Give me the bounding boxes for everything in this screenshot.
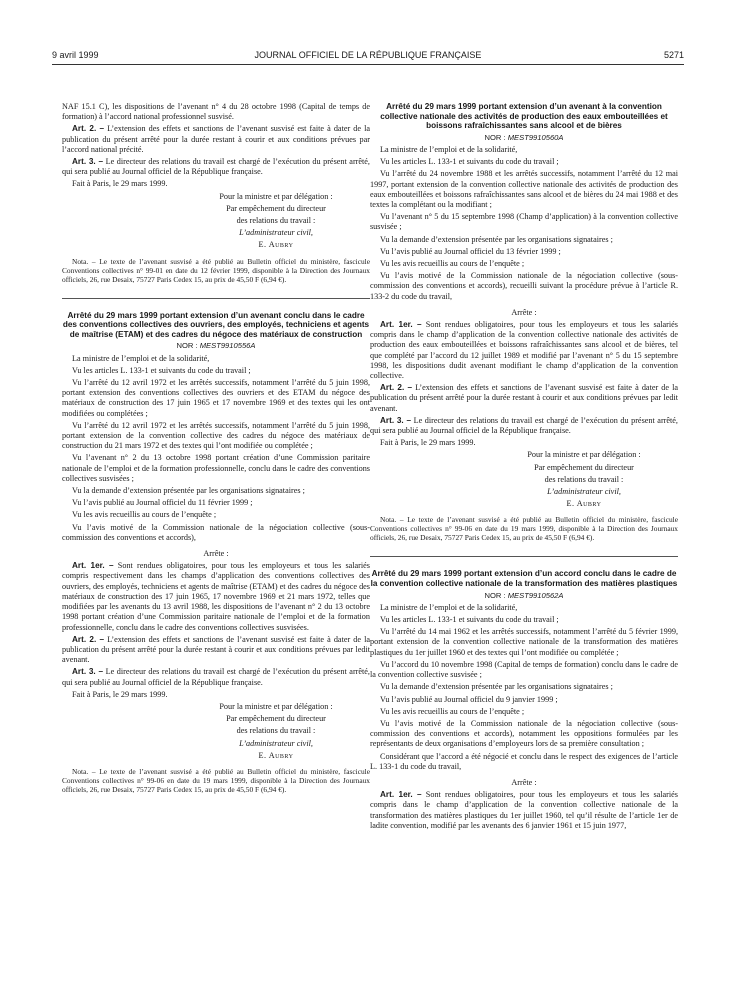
article-label: Art. 3. – — [72, 157, 104, 167]
article-text: Sont rendues obligatoires, pour tous les employeurs et tous les salariés compris dans le champ d’application de la convention collective nationale des activités de production des eaux embouteillées et boissons rafraîchissantes sans alcool et de bières, tel que complété par l’accord du 12 juillet 1989 et modifié par l’avenant n° 5 du 15 septembre 1998, les dispositions dudit avenant modifiant le champ d’application de la convention collective. — [370, 320, 678, 381]
signature-line — [182, 228, 370, 238]
paragraph: Vu la demande d’extension présentée par les organisations signataires ; — [380, 682, 613, 692]
article-label: Art. 1er. – — [380, 320, 422, 330]
article-2 — [62, 124, 370, 155]
article-label: Art. 2. – — [380, 383, 413, 393]
signature-name: E. Aubry — [258, 240, 294, 250]
separator — [370, 556, 678, 557]
paragraph: Vu l’avis publié au Journal officiel du 11 février 1999 ; — [72, 498, 253, 508]
signature-name: E. Aubry — [258, 750, 294, 760]
nor-code: MEST9910560A — [507, 132, 564, 142]
nor-label: NOR : — [176, 341, 200, 351]
paragraph: NAF 15.1 C), les dispositions de l’avenant n° 4 du 28 octobre 1998 (Capital de temps de formation) à l’accord national professionnel susvisé. — [62, 102, 370, 122]
article-text: Le directeur des relations du travail est chargé de l’exécution du présent arrêté, qui sera publié au Journal officiel de la République française. — [62, 157, 370, 177]
article-3 — [62, 157, 370, 177]
article-label: Art. 1er. – — [72, 561, 114, 571]
fait-a-paris: Fait à Paris, le 29 mars 1999. — [72, 689, 168, 699]
paragraph: Vu la demande d’extension présentée par les organisations signataires ; — [380, 234, 613, 244]
signature-name: E. Aubry — [566, 499, 602, 509]
right-column — [370, 102, 678, 833]
article-2 — [370, 383, 678, 414]
nor-code: MEST9910556A — [199, 341, 256, 351]
article-text: Sont rendues obligatoires, pour tous les employeurs et tous les salariés compris dans le champ d’application de la convention collective nationale de la transformation des matières plastiques du 1er juillet 1960, tel qu’il résulte de l’article 1er de ladite convention, modifié par les avenants des 6 janvier 1961 et 15 juin 1977, — [370, 790, 678, 830]
article-text: Sont rendues obligatoires, pour tous les employeurs et tous les salariés compris respectivement dans les champs d’application des conventions collectives des ouvriers, des employés, techniciens et agents de maîtrise (ETAM) et des cadres du négoce des matériaux de construction des 17 juin 1965, 17 novembre 1969 et 21 mars 1972, telles que modifiées par les avenants du 13 avril 1988, les dispositions de l’avenant n° 2 du 13 octobre 1998 portant création d’une Commission paritaire nationale de l’emploi et de la formation professionnelle, conclu dans le cadre des conventions collectives susvisées. — [62, 561, 370, 632]
paragraph: Vu l’arrêté du 24 novembre 1988 et les arrêtés successifs, notamment l’arrêté du 12 mai 1997, portant extension de la convention collective nationale des activités de production des eaux embouteillées et boissons rafraîchissantes sans alcool et de bières du 24 mai 1988 et des textes la complétant ou la modifiant ; — [370, 169, 678, 209]
paragraph: La ministre de l’emploi et de la solidarité, — [380, 144, 518, 154]
signature-title: L’administrateur civil, — [239, 738, 313, 748]
paragraph: Vu l’accord du 10 novembre 1998 (Capital de temps de formation) conclu dans le cadre de la convention collective susvisée ; — [370, 659, 678, 680]
article-label: Art. 1er. – — [380, 790, 422, 800]
nota: Nota. – Le texte de l’avenant susvisé a été publié au Bulletin officiel du ministère, fascicule Conventions collectives n° 99-06 en date du 19 mars 1999, disponible à la Direction des Journaux officiels, 26, rue Desaix, 75727 Paris Cedex 15, au prix de 45,50 F (6,94 €). — [62, 766, 370, 794]
paragraph: Vu l’avis publié au Journal officiel du 13 février 1999 ; — [380, 246, 561, 256]
decree-title: Arrêté du 29 mars 1999 portant extension d’un avenant conclu dans le cadre des conventions collectives des ouvriers, des employés, techniciens et agents de maîtrise (ETAM) et des cadres du négoce des matériaux de construction — [62, 310, 370, 339]
separator — [62, 298, 370, 299]
article-text: L’extension des effets et sanctions de l’avenant susvisé est faite à dater de la publication du présent arrêté pour la durée restant à courir et aux conditions prévues par ledit avenant. — [62, 634, 370, 665]
fait-a-paris: Fait à Paris, le 29 mars 1999. — [72, 179, 168, 189]
fait-a-paris: Fait à Paris, le 29 mars 1999. — [380, 438, 476, 448]
nota: Nota. – Le texte de l’avenant susvisé a été publié au Bulletin officiel du ministère, fascicule Conventions collectives n° 99-01 en date du 12 février 1999, disponible à la Direction des Journaux officiels, 26, rue Desaix, 75727 Paris Cedex 15, au prix de 45,50 F (6,94 €). — [62, 256, 370, 284]
nota: Nota. – Le texte de l’avenant susvisé a été publié au Bulletin officiel du ministère, fascicule Conventions collectives n° 99-06 en date du 19 mars 1999, disponible à la Direction des Journaux officiels, 26, rue Desaix, 75727 Paris Cedex 15, au prix de 45,50 F (6,94 €). — [370, 515, 678, 543]
signature-line — [490, 487, 678, 497]
paragraph: Vu les avis recueillis au cours de l’enquête ; — [72, 510, 217, 520]
header-page-number: 5271 — [663, 50, 684, 60]
article-text: L’extension des effets et sanctions de l’avenant susvisé est faite à dater de la publication du présent arrêté pour la durée restant à courir et aux conditions prévues par ledit avenant. — [370, 383, 678, 413]
article-text: Le directeur des relations du travail est chargé de l’exécution du présent arrêté, qui sera publié au Journal officiel de la République française. — [62, 667, 370, 687]
nor-label: NOR : — [484, 590, 508, 600]
signature-line: Par empêchement du directeur — [226, 714, 326, 724]
signature-line: Pour la ministre et par délégation : — [219, 701, 333, 711]
signature-title: L’administrateur civil, — [547, 487, 621, 497]
paragraph: Considérant que l’accord a été négocié et conclu dans le respect des exigences de l’article L. 133-1 du code du travail, — [370, 751, 678, 771]
paragraph: Vu l’avis motivé de la Commission nationale de la négociation collective (sous-commission des conventions et accords), — [62, 522, 370, 542]
signature-line: des relations du travail : — [544, 474, 624, 484]
paragraph: Vu l’arrêté du 14 mai 1962 et les arrêtés successifs, notamment l’arrêté du 5 février 1999, portant extension de la convention collective nationale de la transformation des matières plastiques du 1er juillet 1960 et des textes qui l’ont modifiée ou complétée ; — [370, 627, 678, 657]
article-3 — [370, 416, 678, 436]
paragraph: Vu l’arrêté du 12 avril 1972 et les arrêtés successifs, notamment l’arrêté du 5 juin 1998, portant extension des conventions collectives des ouvriers et des ETAM du négoce des matériaux de construction des 17 juin 1965 et 17 novembre 1969 et des textes qui les ont modifiées ou complétées ; — [62, 378, 370, 418]
article-2 — [62, 635, 370, 666]
article-text: Le directeur des relations du travail est chargé de l’exécution du présent arrêté, qui sera publié au Journal officiel de la République française. — [370, 415, 678, 436]
nor-reference — [370, 133, 678, 143]
paragraph: Vu les articles L. 133-1 et suivants du code du travail ; — [380, 615, 559, 625]
decree-title: Arrêté du 29 mars 1999 portant extension d’un avenant à la convention collective nationale des activités de production des eaux embouteillées et boissons rafraîchissantes sans alcool et de bières — [380, 102, 668, 131]
paragraph: Vu les articles L. 133-1 et suivants du code du travail ; — [72, 365, 251, 375]
paragraph: Vu l’arrêté du 12 avril 1972 et les arrêtés successifs, notamment l’arrêté du 5 juin 1998, portant extension de la convention collective des cadres du négoce des matériaux de construction du 21 mars 1972 et des textes qui l’ont modifiée ou complétée ; — [62, 420, 370, 451]
arrete-heading: Arrête : — [511, 777, 537, 787]
signature-line: des relations du travail : — [236, 216, 316, 226]
paragraph: Vu la demande d’extension présentée par les organisations signataires ; — [72, 486, 305, 496]
nor-reference — [62, 341, 370, 351]
paragraph: Vu l’avis motivé de la Commission nationale de la négociation collective (sous-commission des conventions et accords), recueilli suivant la procédure prévue à l’article R. 133-2 du code du travail, — [370, 271, 678, 301]
article-1 — [62, 561, 370, 632]
paragraph: Vu les avis recueillis au cours de l’enquête ; — [380, 706, 525, 716]
header-rule — [52, 64, 684, 65]
signature-line: des relations du travail : — [236, 726, 316, 736]
nor-reference — [370, 591, 678, 601]
nor-label: NOR : — [484, 132, 508, 142]
signature-line: Par empêchement du directeur — [226, 203, 326, 213]
article-1 — [370, 320, 678, 381]
header-journal-title: JOURNAL OFFICIEL DE LA RÉPUBLIQUE FRANÇAISE — [254, 50, 482, 60]
article-label: Art. 3. – — [380, 415, 412, 425]
paragraph: La ministre de l’emploi et de la solidarité, — [72, 353, 210, 363]
paragraph: Vu l’avis publié au Journal officiel du 9 janvier 1999 ; — [380, 694, 558, 704]
article-text: L’extension des effets et sanctions de l’avenant susvisé est faite à dater de la publication du présent arrêté pour la durée restant à courir et aux conditions prévues par l’accord national précité. — [62, 124, 370, 154]
paragraph: Vu les avis recueillis au cours de l’enquête ; — [380, 259, 525, 269]
paragraph: Vu l’avenant n° 2 du 13 octobre 1998 portant création d’une Commission paritaire nationale de l’emploi et de la formation professionnelle, conclu dans le cadre des conventions collectives susvisées ; — [62, 453, 370, 483]
signature-line: Pour la ministre et par délégation : — [219, 191, 333, 201]
signature-title: L’administrateur civil, — [239, 228, 313, 238]
nor-code: MEST9910562A — [507, 590, 564, 600]
paragraph: La ministre de l’emploi et de la solidarité, — [380, 602, 518, 612]
article-1 — [370, 790, 678, 831]
arrete-heading: Arrête : — [511, 307, 537, 317]
decree-title: Arrêté du 29 mars 1999 portant extension d’un accord conclu dans le cadre de la convention collective nationale de la transformation des matières plastiques — [370, 569, 678, 589]
paragraph: Vu l’avenant n° 5 du 15 septembre 1998 (Champ d’application) à la convention collective susvisée ; — [370, 212, 678, 232]
signature-line: Pour la ministre et par délégation : — [527, 450, 641, 460]
paragraph: Vu les articles L. 133-1 et suivants du code du travail ; — [380, 157, 559, 167]
article-label: Art. 2. – — [72, 124, 105, 134]
left-column — [62, 102, 370, 796]
signature-line: Par empêchement du directeur — [534, 462, 634, 472]
paragraph: Vu l’avis motivé de la Commission nationale de la négociation collective (sous-commission des conventions et accords), notamment les oppositions formulées par les représentants de deux organisations d’employeurs lors de sa première consultation ; — [370, 718, 678, 749]
article-label: Art. 3. – — [72, 667, 104, 677]
article-label: Art. 2. – — [72, 634, 105, 644]
header-date: 9 avril 1999 — [52, 50, 99, 60]
arrete-heading: Arrête : — [203, 549, 229, 559]
article-3 — [62, 667, 370, 687]
signature-line — [182, 739, 370, 749]
